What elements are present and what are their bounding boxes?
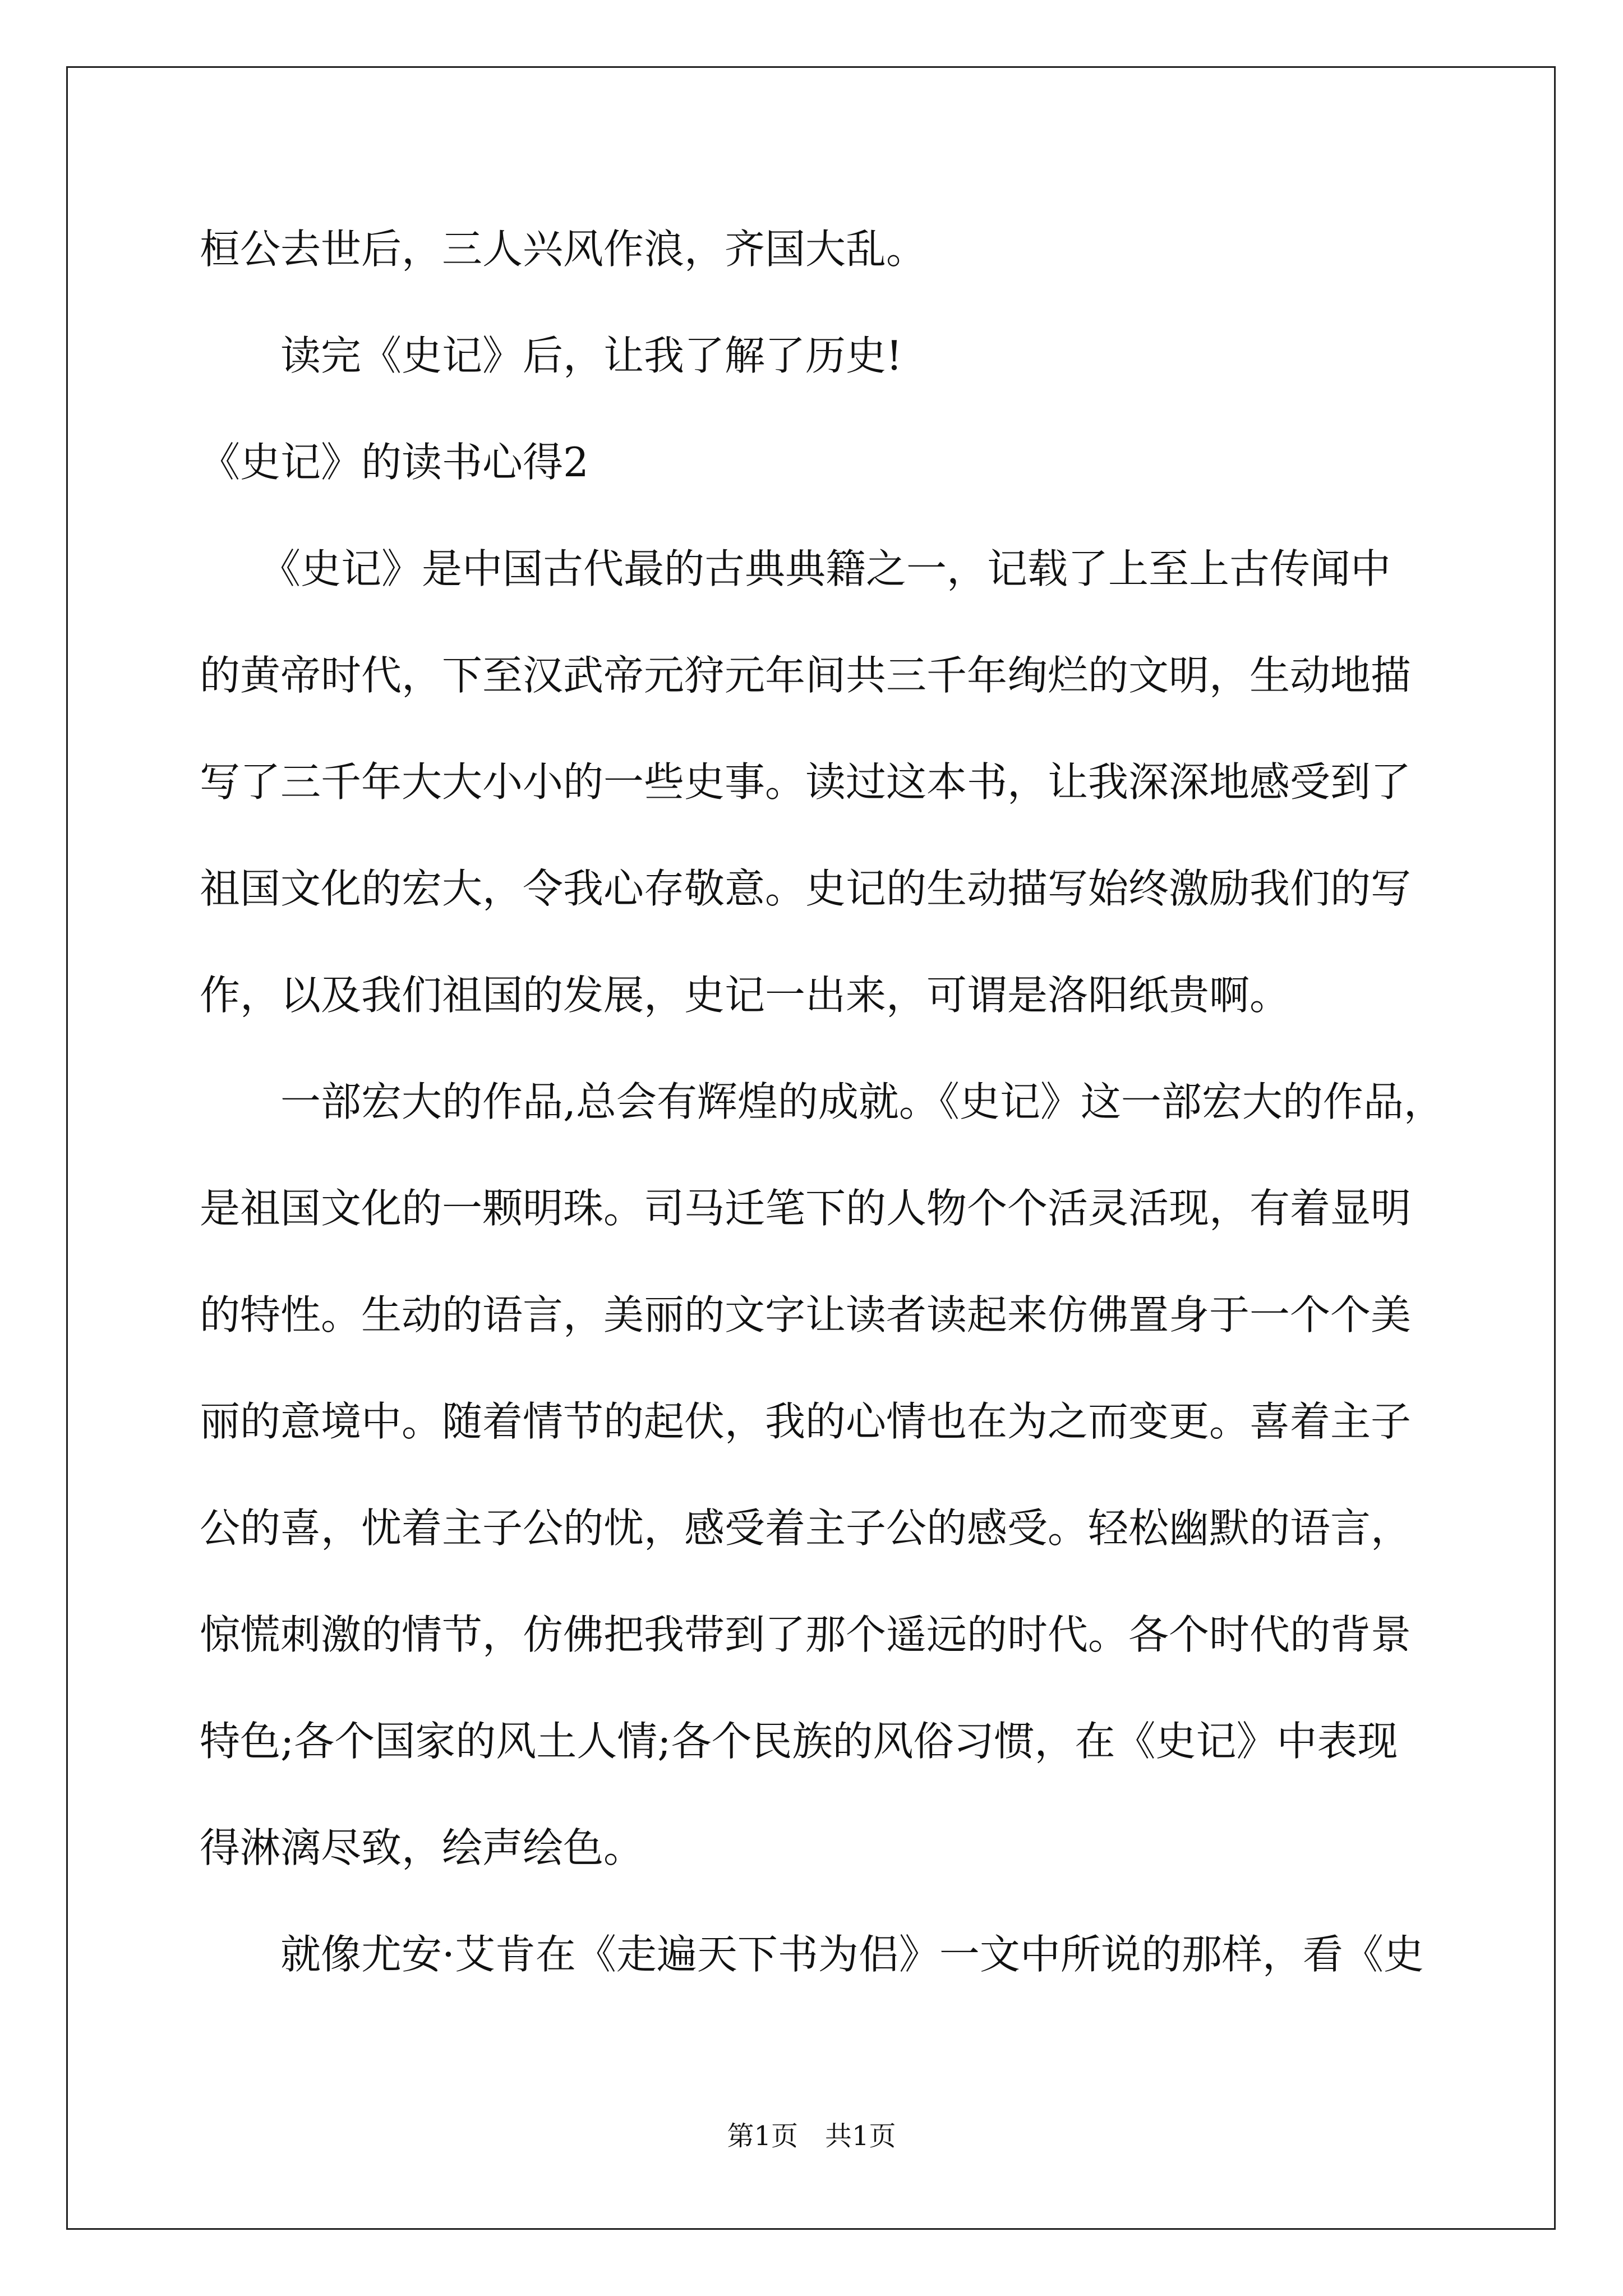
text-line: 是祖国文化的一颗明珠。司马迁笔下的人物个个活灵活现，有着显明 xyxy=(200,1185,1412,1232)
text-line: 特色;各个国家的风土人情;各个民族的风俗习惯，在《史记》中表现 xyxy=(200,1718,1398,1765)
text-line: 祖国文化的宏大，令我心存敬意。史记的生动描写始终激励我们的写 xyxy=(200,865,1412,912)
text-line: 就像尤安·艾肯在《走遍天下书为侣》一文中所说的那样，看《史 xyxy=(200,1931,1424,1978)
text-line: 丽的意境中。随着情节的起伏，我的心情也在为之而变更。喜着主子 xyxy=(200,1398,1412,1445)
section-heading: 《史记》的读书心得2 xyxy=(200,439,589,486)
text-line: 作，以及我们祖国的发展，史记一出来，可谓是洛阳纸贵啊。 xyxy=(200,972,1290,1019)
text-line: 得淋漓尽致，绘声绘色。 xyxy=(200,1824,644,1871)
text-line: 公的喜，忧着主子公的忧，感受着主子公的感受。轻松幽默的语言， xyxy=(200,1504,1412,1552)
text-line: 写了三千年大大小小的一些史事。读过这本书，让我深深地感受到了 xyxy=(200,758,1412,806)
text-line: 的特性。生动的语言，美丽的文字让读者读起来仿佛置身于一个个美 xyxy=(200,1291,1412,1338)
text-line: 惊慌刺激的情节，仿佛把我带到了那个遥远的时代。各个时代的背景 xyxy=(200,1611,1412,1658)
text-line: 一部宏大的作品,总会有辉煌的成就。《史记》这一部宏大的作品， xyxy=(200,1078,1444,1125)
text-line: 读完《史记》后，让我了解了历史! xyxy=(200,332,902,379)
text-line: 《史记》是中国古代最的古典典籍之一，记载了上至上古传闻中 xyxy=(200,545,1391,592)
text-line: 桓公去世后，三人兴风作浪，齐国大乱。 xyxy=(200,226,927,273)
page-footer: 第1页 共1页 xyxy=(727,2120,896,2152)
page-border xyxy=(66,66,1556,2230)
text-line: 的黄帝时代，下至汉武帝元狩元年间共三千年绚烂的文明，生动地描 xyxy=(200,652,1412,699)
